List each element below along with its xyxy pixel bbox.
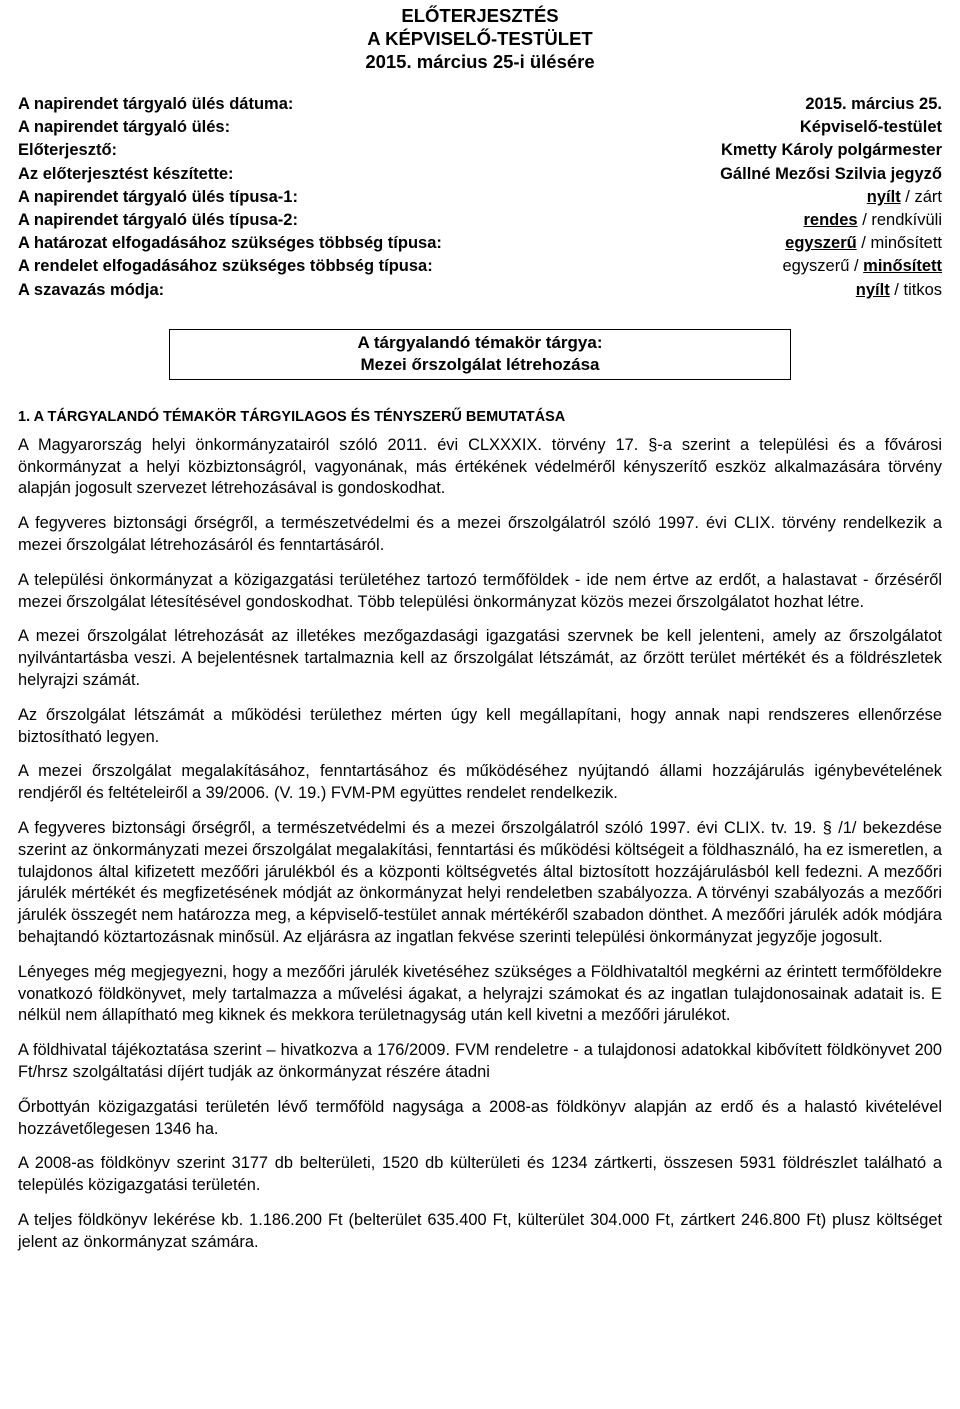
meta-other-option: zárt (914, 187, 942, 206)
section-title: 1. A TÁRGYALANDÓ TÉMAKÖR TÁRGYILAGOS ÉS TÉNYSZERŰ BEMUTATÁSA (18, 408, 566, 425)
paragraph: A 2008-as földkönyv szerint 3177 db belterületi, 1520 db külterületi és 1234 zártkerti, összesen 5931 földrészlet található a település közigazgatási területén. (18, 1154, 942, 1195)
meta-row-decree-majority (18, 255, 942, 278)
meta-value: 2015. március 25. (805, 95, 942, 113)
meta-row-voting (18, 279, 942, 302)
meta-row-type1 (18, 186, 942, 209)
meta-label: Előterjesztő: (18, 141, 118, 160)
meta-label: A határozat elfogadásához szükséges többség típusa: (18, 234, 442, 253)
paragraph: Lényeges még megjegyezni, hogy a mezőőri járulék kivetéséhez szükséges a Földhivataltól megkérni az érintett termőföldekre vonatkozó földkönyvet, mely tartalmazza a művelési ágakat, a helyrajzi számokat és az ingatlan tulajdonosainak adatait is. E nélkül nem állapítható meg kiknek és mekkora területnagyság után kell kivetni a mezőőri járulékot. (18, 962, 942, 1025)
meta-other-option: egyszerű (782, 257, 850, 276)
meta-label: A napirendet tárgyaló ülés típusa-2: (18, 211, 298, 230)
paragraph: A mezei őrszolgálat megalakításához, fenntartásához és működéséhez nyújtandó állami hozzájárulás igénybevételének rendjéről és feltételeiről a 39/2006. (V. 19.) FVM-PM együttes rendelet rendelkezik. (18, 762, 942, 803)
meta-label: A napirendet tárgyaló ülés: (18, 118, 231, 137)
meta-selected-option: nyílt (855, 280, 890, 299)
meta-separator: / (889, 280, 904, 299)
meta-separator: / (856, 234, 871, 253)
meta-other-option: minősített (870, 234, 942, 253)
header-session: 2015. március 25-i ülésére (365, 51, 595, 72)
meta-selected-option: egyszerű (785, 234, 857, 253)
paragraph: Őrbottyán közigazgatási területén lévő termőföld nagysága a 2008-as földkönyv alapján az erdő és a halastó kivételével hozzávetőlegesen 1346 ha. (18, 1097, 942, 1138)
meta-selected-option: rendes (803, 211, 858, 230)
meta-other-option: titkos (903, 280, 942, 299)
paragraph: A fegyveres biztonsági őrségről, a természetvédelmi és a mezei őrszolgálatról szóló 1997. évi CLIX. törvény rendelkezik a mezei őrszolgálat létrehozásáról és fenntartásáról. (18, 514, 942, 555)
topic-box (169, 329, 791, 380)
topic-label: A tárgyalandó témakör tárgya: (357, 332, 603, 352)
meta-label: Az előterjesztést készítette: (18, 164, 234, 183)
document-header (18, 4, 942, 73)
meta-label: A rendelet elfogadásához szükséges többség típusa: (18, 257, 433, 276)
header-addressee: A KÉPVISELŐ-TESTÜLET (367, 28, 593, 49)
meta-separator: / (900, 187, 915, 206)
paragraph: A települési önkormányzat a közigazgatási területéhez tartozó termőföldek - ide nem értve az erdőt, a halastavat - őrzéséről mezei őrszolgálat létesítésével gondoskodhat. Több települési önkormányzat közös mezei őrszolgálatot hozhat létre. (18, 570, 942, 611)
paragraph: A Magyarország helyi önkormányzatairól szóló 2011. évi CLXXXIX. törvény 17. §-a szerint a települési és a fővárosi önkormányzat a helyi közbiztonságról, vagyonának, más értékének védelméről kényszerítő eszköz alkalmazására törvény alapján jogosult szervezet létrehozásával is gondoskodhat. (18, 435, 942, 498)
document-body (18, 435, 942, 1254)
paragraph: A földhivatal tájékoztatása szerint – hivatkozva a 176/2009. FVM rendeletre - a tulajdonosi adatokkal kibővített földkönyvet 200 Ft/hrsz szolgáltatási díjért tudják az önkormányzat részére átadni (18, 1041, 942, 1081)
header-title: ELŐTERJESZTÉS (401, 5, 559, 26)
meta-selected-option: nyílt (866, 187, 901, 206)
meta-value: Kmetty Károly polgármester (721, 141, 942, 160)
meta-row-presenter (18, 139, 942, 162)
meta-separator: / (849, 257, 864, 276)
meta-row-body (18, 116, 942, 139)
meta-value: Képviselő-testület (799, 118, 942, 137)
meta-value: Gállné Mezősi Szilvia jegyző (720, 164, 942, 183)
meta-row-prepared-by (18, 163, 942, 186)
topic-title: Mezei őrszolgálat létrehozása (360, 354, 600, 374)
meta-row-resolution-majority (18, 232, 942, 255)
meta-label: A szavazás módja: (18, 280, 165, 299)
meta-other-option: rendkívüli (871, 211, 942, 230)
paragraph: Az őrszolgálat létszámát a működési területhez mérten úgy kell megállapítani, hogy annak napi rendszeres ellenőrzése biztosítható legyen. (18, 705, 942, 746)
meta-label: A napirendet tárgyaló ülés dátuma: (18, 95, 294, 113)
meta-label: A napirendet tárgyaló ülés típusa-1: (18, 187, 298, 206)
meta-row-type2 (18, 209, 942, 232)
meta-separator: / (857, 211, 872, 230)
meta-table (18, 93, 942, 302)
meta-row-date (18, 93, 942, 116)
paragraph: A teljes földkönyv lekérése kb. 1.186.200 Ft (belterület 635.400 Ft, külterület 304.000 Ft, zártkert 246.800 Ft) plusz költséget jelent az önkormányzat számára. (18, 1210, 942, 1251)
meta-selected-option: minősített (863, 257, 942, 276)
paragraph: A mezei őrszolgálat létrehozását az illetékes mezőgazdasági igazgatási szervnek be kell jelenteni, amely az őrszolgálatot nyilvántartásba veszi. A bejelentésnek tartalmaznia kell az őrszolgálat létszámát, az őrzött terület mértékét és a földrészletek helyrajzi számát. (18, 627, 942, 689)
paragraph: A fegyveres biztonsági őrségről, a természetvédelmi és a mezei őrszolgálatról szóló 1997. évi CLIX. tv. 19. § /1/ bekezdése szerint az önkormányzati mezei őrszolgálat megalakítási, fenntartási és működési költségeit a földhasználó, ha ez ismeretlen, a tulajdonos által kifizetett mezőőri járulékból és a központi költségvetés által biztosított hozzájárulásból kell fedezni. A mezőőri járulék mértékét és megfizetésének módját az önkormányzat helyi rendeletben szabályozza. A törvényi szabályozás a mezőőri járulék összegét nem határozza meg, a képviselő-testület annak mértékéről szabadon dönthet. A mezőőri járulék adók módjára behajtandó köztartozásnak minősül. Az eljárásra az ingatlan fekvése szerinti települési önkormányzat jegyzője jogosult. (18, 818, 942, 946)
